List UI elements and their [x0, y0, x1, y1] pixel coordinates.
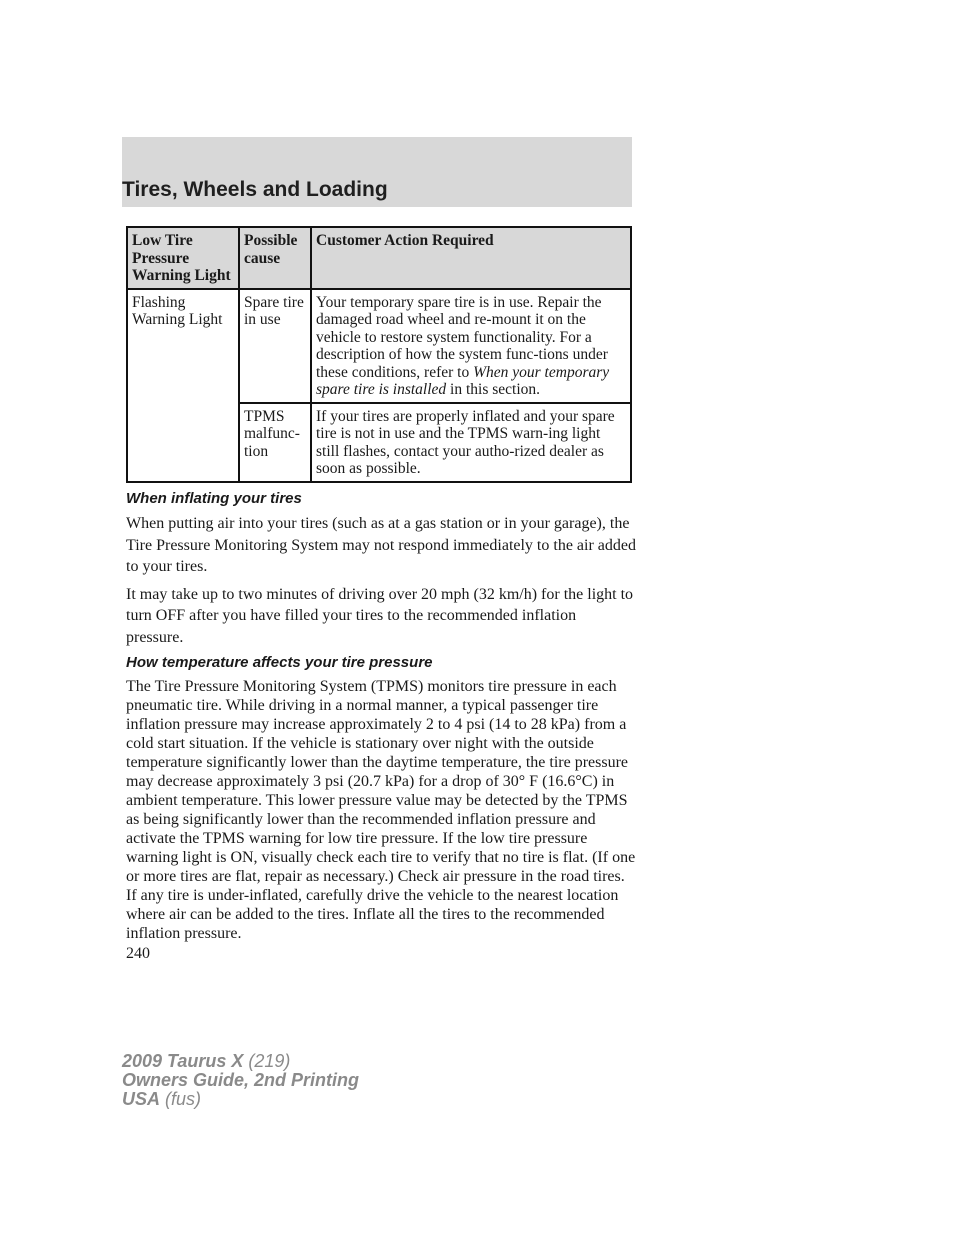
footer-code: (219): [243, 1051, 291, 1071]
action-text: Your temporary spare tire is in use. Repair the damaged road wheel and re-mount it on the vehicle to restore system functionality. For a description of how the system func-tions under these conditions, refer to: [316, 293, 608, 381]
footer-market: USA: [122, 1089, 161, 1109]
heading-inflating: When inflating your tires: [126, 490, 302, 507]
footer-model: 2009 Taurus X: [122, 1051, 244, 1071]
table-row: [127, 289, 631, 403]
paragraph: The Tire Pressure Monitoring System (TPMS) monitors tire pressure in each pneumatic tire. While driving in a normal manner, a typical passenger tire inflation pressure may increase approximately 2 to 4 psi (14 to 28 kPa) from a cold start situation. If the vehicle is stationary over night with the outside temperature significantly lower than the daytime temperature, the tire pressure may decrease approximately 3 psi (20.7 kPa) for a drop of 30° F (16.6°C) in ambient temperature. This lower pressure value may be detected by the TPMS as being significantly lower than the recommended inflation pressure and activate the TPMS warning for low tire pressure. If the low tire pressure warning light is ON, visually check each tire to verify that no tire is flat. (If one or more tires are flat, repair as necessary.) Check air pressure in the road tires. If any tire is under-inflated, carefully drive the vehicle to the nearest location where air can be added to the tires. Inflate all the tires to the recommended inflation pressure.: [126, 678, 636, 942]
page-number: 240: [126, 945, 150, 962]
header-possible-cause: Possible cause: [239, 227, 311, 289]
header-customer-action: Customer Action Required: [311, 227, 631, 289]
cell-cause: Spare tire in use: [239, 289, 311, 403]
footer-market-code: (fus): [160, 1089, 202, 1109]
heading-temperature: How temperature affects your tire pressure: [126, 654, 433, 671]
paragraph: It may take up to two minutes of driving over 20 mph (32 km/h) for the light to turn OFF after you have filled your tires to the recommended inflation pressure.: [126, 585, 634, 646]
header-low-tire-light: Low Tire Pressure Warning Light: [127, 227, 239, 289]
body-text: [126, 490, 636, 949]
footer-edition: Owners Guide, 2nd Printing: [122, 1070, 360, 1090]
cell-action: [311, 289, 631, 403]
paragraph: When putting air into your tires (such as at a gas station or in your garage), the Tire Pressure Monitoring System may not respond immediately to the air added to your tires.: [126, 515, 636, 575]
section-title: Tires, Wheels and Loading: [122, 178, 388, 201]
tpms-warning-table: [126, 226, 632, 483]
cell-action: If your tires are properly inflated and your spare tire is not in use and the TPMS warn-ing light still flashes, contact your autho-rized dealer as soon as possible.: [311, 403, 631, 482]
print-footer: [122, 1052, 359, 1109]
action-crossref: When your temporary spare tire is installed: [316, 363, 610, 398]
table-header-row: [127, 227, 631, 289]
cell-cause: TPMS malfunc-tion: [239, 403, 311, 482]
action-text-suffix: in this section.: [446, 381, 541, 398]
cell-light-state: Flashing Warning Light: [127, 289, 239, 482]
